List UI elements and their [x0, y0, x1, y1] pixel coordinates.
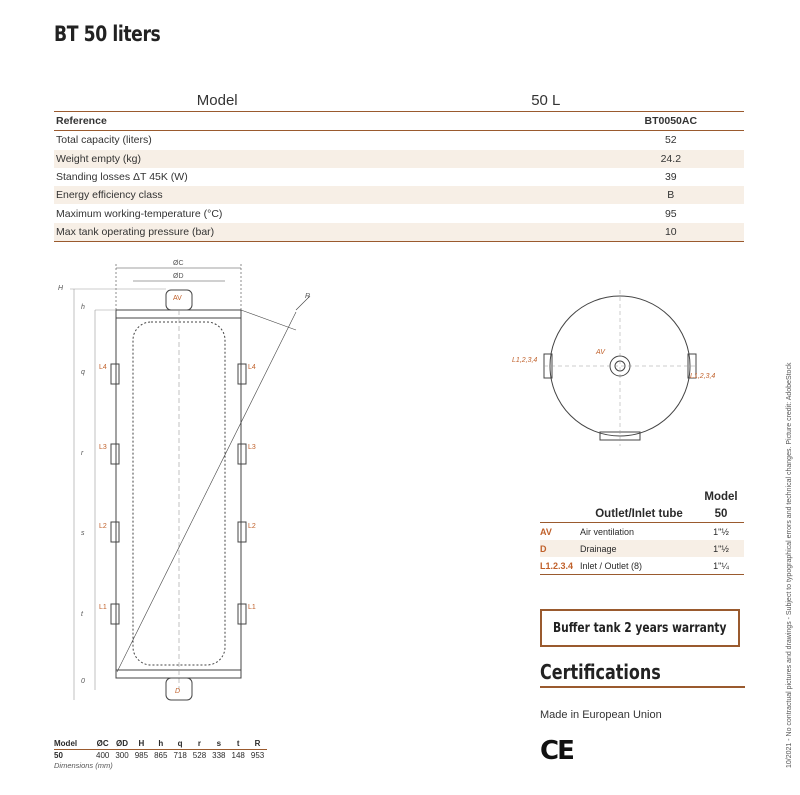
outlet-col-header: Outlet/Inlet tube	[580, 505, 698, 523]
dimensions-note: Dimensions (mm)	[54, 761, 113, 770]
spec-value: 24.2	[348, 150, 744, 168]
outlet-header-model-row	[540, 488, 744, 505]
dim-oc-label: ØC	[173, 260, 184, 267]
disclaimer-note: 10/2021 - No contractual pictures and drawings - Subject to typographical errors and technical changes. Picture credit: AdobeStock	[786, 362, 793, 768]
dim-cell: 400	[96, 751, 110, 760]
port-l3-left: L3	[99, 444, 107, 451]
outlet-size: 1"½	[713, 526, 729, 537]
dim-cell: 953	[250, 751, 265, 760]
outlet-desc: Inlet / Outlet (8)	[580, 557, 698, 575]
spec-value: B	[348, 186, 744, 204]
dim-header: ØD	[112, 737, 131, 750]
warranty-box	[540, 609, 740, 647]
dim-h-label: h	[81, 304, 85, 311]
outlet-code: D	[540, 540, 580, 557]
dim-H-label: H	[58, 285, 64, 292]
spec-header-model: Model	[196, 91, 238, 109]
outlet-table	[540, 488, 744, 575]
spec-value: 95	[664, 207, 677, 220]
outlet-size: 1"½	[698, 540, 744, 557]
outlet-code: AV	[540, 526, 552, 537]
dim-header: r	[190, 737, 209, 750]
r-diagonal	[117, 312, 296, 672]
dimensions-table	[54, 737, 267, 761]
outlet-desc: Air ventilation	[580, 526, 635, 537]
top-view-port-left: L1,2,3,4	[512, 357, 538, 364]
top-view-av-outer	[610, 356, 630, 376]
warranty-text: Buffer tank 2 years warranty	[553, 620, 727, 636]
outlet-code: L1.2.3.4	[540, 557, 580, 575]
dim-header: s	[209, 737, 228, 750]
dim-t-label: t	[81, 611, 83, 618]
port-d-label: D	[175, 688, 181, 695]
spec-label: Total capacity (liters)	[56, 134, 152, 147]
dim-header: h	[151, 737, 170, 750]
dim-header: Model	[54, 737, 93, 750]
dim-cell: 528	[192, 751, 207, 760]
dim-header: ØC	[93, 737, 112, 750]
dim-cell: 718	[173, 751, 187, 760]
dim-cell: 148	[231, 751, 245, 760]
dim-R-label: R	[305, 293, 311, 300]
top-view-av-label: AV	[596, 349, 605, 356]
outlet-row	[540, 523, 744, 541]
certifications-title: Certifications	[540, 660, 661, 684]
ce-mark: CE	[540, 736, 573, 766]
dim-cell: 300	[115, 751, 129, 760]
certifications-divider	[540, 686, 745, 688]
outlet-value-header: 50	[698, 505, 744, 523]
dim-od-label: ØD	[173, 273, 184, 280]
top-view-port-right: L1,2,3,4	[690, 373, 716, 380]
spec-label: Max tank operating pressure (bar)	[54, 223, 348, 242]
dim-r-label: r	[81, 450, 84, 457]
dim-cell: 865	[154, 751, 168, 760]
port-l1-right: L1	[248, 604, 256, 611]
dim-q-label: q	[81, 369, 85, 376]
dim-zero-label: 0	[81, 678, 85, 685]
outlet-header-row	[540, 505, 744, 523]
spec-label: Energy efficiency class	[54, 186, 348, 204]
dim-cell: 985	[134, 751, 149, 760]
port-l3-right: L3	[248, 444, 256, 451]
port-l1-left: L1	[99, 604, 107, 611]
spec-value: 52	[664, 134, 677, 147]
spec-header-value: 50 L	[531, 91, 561, 109]
dim-header: H	[132, 737, 151, 750]
port-l4-right: L4	[248, 364, 256, 371]
port-av-label: AV	[173, 295, 182, 302]
dim-header: R	[248, 737, 267, 750]
port-l2-right: L2	[248, 523, 256, 530]
outlet-size: 1"¼	[698, 557, 744, 575]
spec-label: Maximum working-temperature (°C)	[56, 207, 223, 220]
dimensions-row	[54, 750, 267, 762]
spec-label: Weight empty (kg)	[54, 150, 348, 168]
page-title: BT 50 liters	[54, 22, 161, 46]
outlet-row	[540, 540, 744, 557]
spec-label: Standing losses ΔT 45K (W)	[56, 171, 188, 184]
made-in-text: Made in European Union	[540, 709, 662, 721]
outlet-row	[540, 557, 744, 575]
spec-value: BT0050AC	[348, 112, 744, 131]
dim-s-label: s	[81, 530, 85, 537]
dim-header: t	[229, 737, 248, 750]
port-l2-left: L2	[99, 523, 107, 530]
tank-body	[116, 310, 241, 678]
tank-inner	[133, 322, 225, 665]
top-view-tank	[550, 296, 690, 436]
dim-cell: 338	[212, 751, 226, 760]
dim-cell: 50	[54, 751, 63, 760]
dim-header: q	[170, 737, 189, 750]
spec-value: 39	[664, 171, 677, 184]
spec-label: Reference	[54, 112, 348, 131]
port-l4-left: L4	[99, 364, 107, 371]
outlet-model-header: Model	[704, 490, 738, 503]
spec-value: 10	[348, 223, 744, 242]
dimensions-header-row	[54, 737, 267, 750]
outlet-desc: Drainage	[580, 540, 698, 557]
